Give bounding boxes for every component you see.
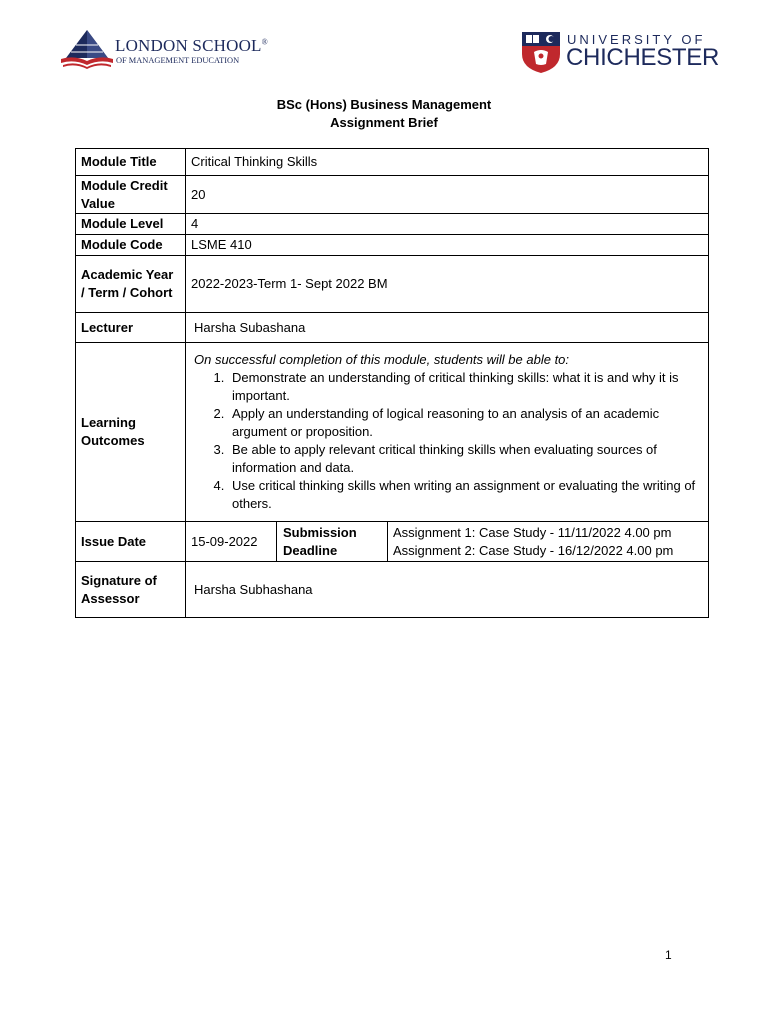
academic-year-label: Academic Year / Term / Cohort [76,256,186,313]
issue-date-value: 15-09-2022 [186,522,277,562]
learning-outcomes-list [191,369,703,513]
list-item: 4. Use critical thinking skills when writing an assignment or evaluating the writing of others. [228,477,703,513]
programme-title: BSc (Hons) Business Management [276,97,492,112]
list-item: 1. Demonstrate an understanding of critical thinking skills: what it is and why it is important. [228,369,703,405]
submission-deadline-label: Submission Deadline [277,522,388,562]
london-school-logo [60,28,268,72]
crest-shield-icon [520,30,562,74]
book-pyramid-icon [60,28,114,70]
module-code-label: Module Code [76,235,186,256]
document-title-block [0,96,768,132]
london-school-wordmark: LONDON SCHOOL® [115,36,268,55]
table-row [76,214,709,235]
assignment-brief-title: Assignment Brief [330,115,438,130]
university-wordmark-top: UNIVERSITY OF [567,32,706,47]
table-row [76,522,709,562]
learning-outcomes-cell [186,343,709,522]
credit-value-label: Module Credit Value [76,176,186,214]
module-title-label: Module Title [76,149,186,176]
lecturer-value: Harsha Subashana [186,313,709,343]
academic-year-value: 2022-2023-Term 1- Sept 2022 BM [186,256,709,313]
page-number: 1 [665,948,672,962]
assignment-2-deadline: Assignment 2: Case Study - 16/12/2022 4.00 pm [393,542,674,558]
table-row [76,235,709,256]
table-row [76,343,709,522]
credit-value-value: 20 [186,176,709,214]
list-item: 3. Be able to apply relevant critical thinking skills when evaluating sources of information and data. [228,441,703,477]
university-chichester-logo [520,30,720,74]
london-school-subtitle: OF MANAGEMENT EDUCATION [116,56,240,65]
module-title-value: Critical Thinking Skills [186,149,709,176]
module-level-label: Module Level [76,214,186,235]
signature-label: Signature of Assessor [76,562,186,618]
table-row [76,256,709,313]
assignment-1-deadline: Assignment 1: Case Study - 11/11/2022 4.00 pm [393,524,672,540]
issue-date-label: Issue Date [76,522,186,562]
lecturer-label: Lecturer [76,313,186,343]
module-level-value: 4 [186,214,709,235]
university-wordmark-main: CHICHESTER [566,44,720,71]
submission-deadline-value [388,522,709,562]
table-row [76,562,709,618]
table-row [76,176,709,214]
table-row [76,313,709,343]
signature-value: Harsha Subhashana [186,562,709,618]
module-code-value: LSME 410 [186,235,709,256]
learning-outcomes-label: Learning Outcomes [76,343,186,522]
list-item: 2. Apply an understanding of logical reasoning to an analysis of an academic argument or proposition. [228,405,703,441]
table-row [76,149,709,176]
assignment-brief-table [75,148,709,618]
learning-outcomes-intro: On successful completion of this module, students will be able to: [194,352,570,367]
